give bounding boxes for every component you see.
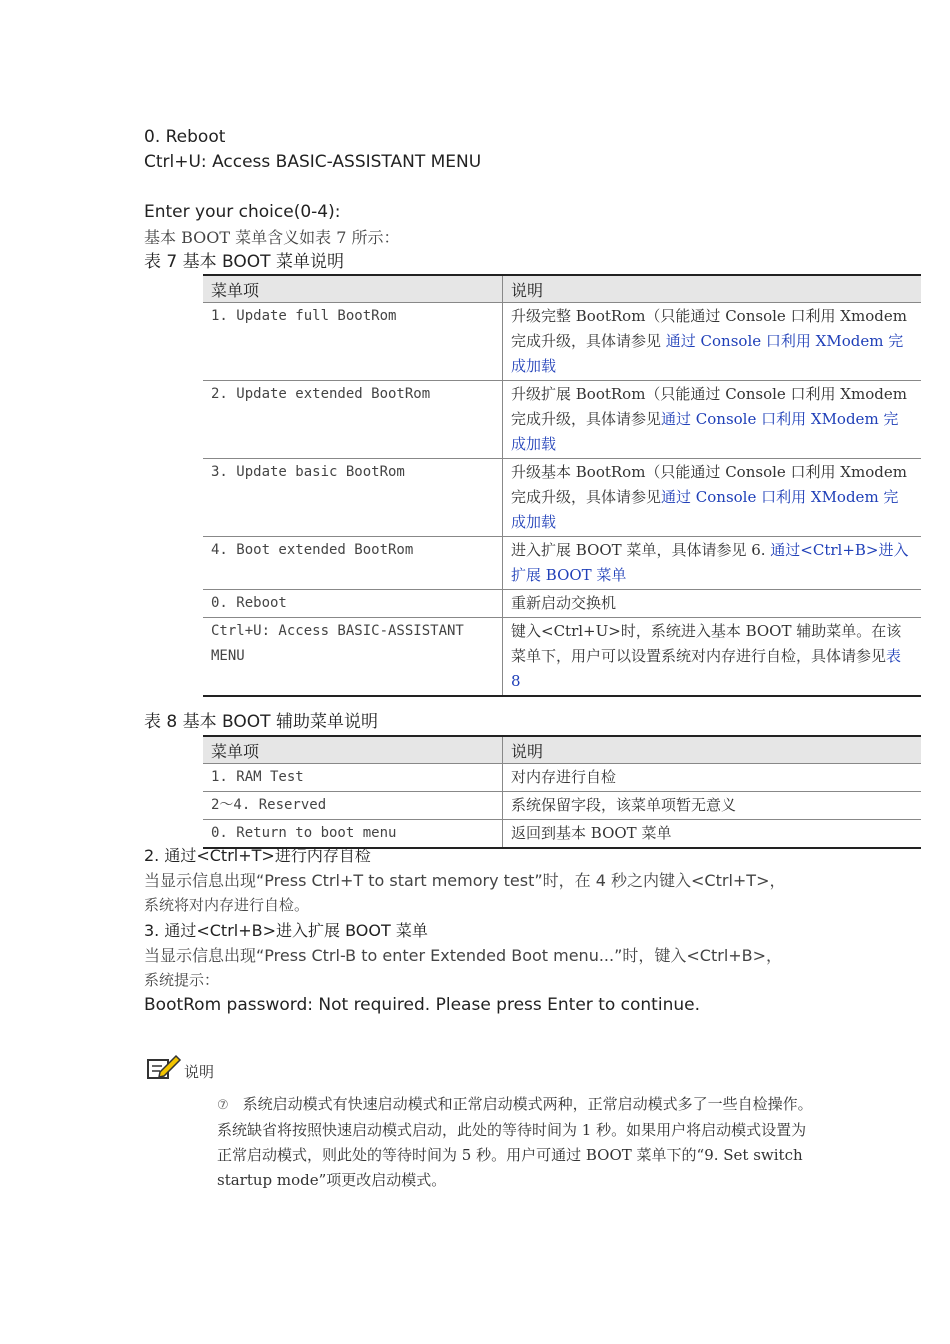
note-bullet: ⑦: [217, 1098, 229, 1113]
description-text: 重新启动交换机: [511, 594, 617, 612]
table-row: [203, 764, 921, 792]
table7-reference: 基本 BOOT 菜单含义如表 7 所示：: [144, 228, 400, 247]
bootrom-password-line: BootRom password: Not required. Please press Enter to continue.: [144, 995, 700, 1015]
table7-caption: 表 7 基本 BOOT 菜单说明: [144, 252, 344, 272]
description-text: 进入扩展 BOOT 菜单，具体请参见 6.: [511, 541, 771, 559]
menu-item-cell: 1. Update full BootRom: [203, 303, 503, 381]
description-text: 升级基本 BootRom（只能通过 Console 口利用 Xmodem 完成升级，具体请参见: [511, 463, 907, 506]
table-row: [203, 590, 921, 618]
note-body: [217, 1092, 817, 1193]
pencil-note-icon: [146, 1052, 182, 1082]
column-header-desc: 说明: [503, 736, 922, 764]
table-header-row: [203, 275, 921, 303]
table8: [203, 735, 921, 849]
note-label: 说明: [184, 1063, 215, 1081]
menu-item-cell: 0. Return to boot menu: [203, 820, 503, 849]
description-cell: [503, 303, 922, 381]
xmodem-load-link[interactable]: 通过 Console 口利用 XModem 完成加载: [511, 488, 899, 531]
table-row: [203, 459, 921, 537]
description-text: 键入<Ctrl+U>时，系统进入基本 BOOT 辅助菜单。在该菜单下，用户可以设置系统对内存进行自检，具体请参见: [511, 622, 902, 665]
description-cell: [503, 590, 922, 618]
table-row: [203, 537, 921, 590]
section3-text-2: 系统提示：: [144, 971, 220, 989]
column-header-item: 菜单项: [203, 275, 503, 303]
menu-item-cell: 2～4. Reserved: [203, 792, 503, 820]
description-cell: 返回到基本 BOOT 菜单: [503, 820, 922, 849]
table7: [203, 274, 921, 697]
description-cell: 对内存进行自检: [503, 764, 922, 792]
table-row: [203, 792, 921, 820]
table8-caption: 表 8 基本 BOOT 辅助菜单说明: [144, 712, 378, 732]
choice-prompt: Enter your choice(0-4):: [144, 202, 341, 222]
description-text: 升级扩展 BootRom（只能通过 Console 口利用 Xmodem 完成升级，具体请参见: [511, 385, 907, 428]
menu-item-cell: 2. Update extended BootRom: [203, 381, 503, 459]
menu-line-ctrl-u: Ctrl+U: Access BASIC-ASSISTANT MENU: [144, 152, 482, 172]
menu-item-cell: 1. RAM Test: [203, 764, 503, 792]
section3-text-1: 当显示信息出现“Press Ctrl-B to enter Extended Boot menu...”时，键入<Ctrl+B>，: [144, 946, 783, 965]
description-cell: [503, 537, 922, 590]
xmodem-load-link[interactable]: 通过 Console 口利用 XModem 完成加载: [511, 410, 899, 453]
note-text: 系统启动模式有快速启动模式和正常启动模式两种，正常启动模式多了一些自检操作。系统缺省将按照快速启动模式启动，此处的等待时间为 1 秒。如果用户将启动模式设置为正常启动模式，则此处的等待时间为 5 秒。用户可通过 BOOT 菜单下的“9. Set switch startup mode”项更改启动模式。: [217, 1095, 813, 1189]
description-cell: [503, 381, 922, 459]
section2-text-1: 当显示信息出现“Press Ctrl+T to start memory test”时，在 4 秒之内键入<Ctrl+T>，: [144, 871, 786, 890]
table-row: [203, 381, 921, 459]
description-cell: [503, 459, 922, 537]
menu-item-cell: 0. Reboot: [203, 590, 503, 618]
menu-item-cell: 4. Boot extended BootRom: [203, 537, 503, 590]
column-header-desc: 说明: [503, 275, 922, 303]
xmodem-load-link[interactable]: 通过 Console 口利用 XModem 完成加载: [511, 332, 904, 375]
description-text: 升级完整 BootRom（只能通过 Console 口利用 Xmodem 完成升级，具体请参见: [511, 307, 907, 350]
table-header-row: [203, 736, 921, 764]
table8-link[interactable]: 表 8: [511, 647, 902, 690]
menu-item-cell: Ctrl+U: Access BASIC-ASSISTANT MENU: [203, 618, 503, 697]
section2-heading: 2. 通过<Ctrl+T>进行内存自检: [144, 846, 371, 865]
table-row: [203, 303, 921, 381]
table-row: [203, 618, 921, 697]
description-cell: 系统保留字段，该菜单项暂无意义: [503, 792, 922, 820]
section3-heading: 3. 通过<Ctrl+B>进入扩展 BOOT 菜单: [144, 921, 428, 940]
description-cell: [503, 618, 922, 697]
column-header-item: 菜单项: [203, 736, 503, 764]
section2-text-2: 系统将对内存进行自检。: [144, 896, 310, 914]
menu-line-reboot: 0. Reboot: [144, 127, 226, 147]
menu-item-cell: 3. Update basic BootRom: [203, 459, 503, 537]
extended-boot-link[interactable]: 通过<Ctrl+B>进入扩展 BOOT 菜单: [511, 541, 909, 584]
